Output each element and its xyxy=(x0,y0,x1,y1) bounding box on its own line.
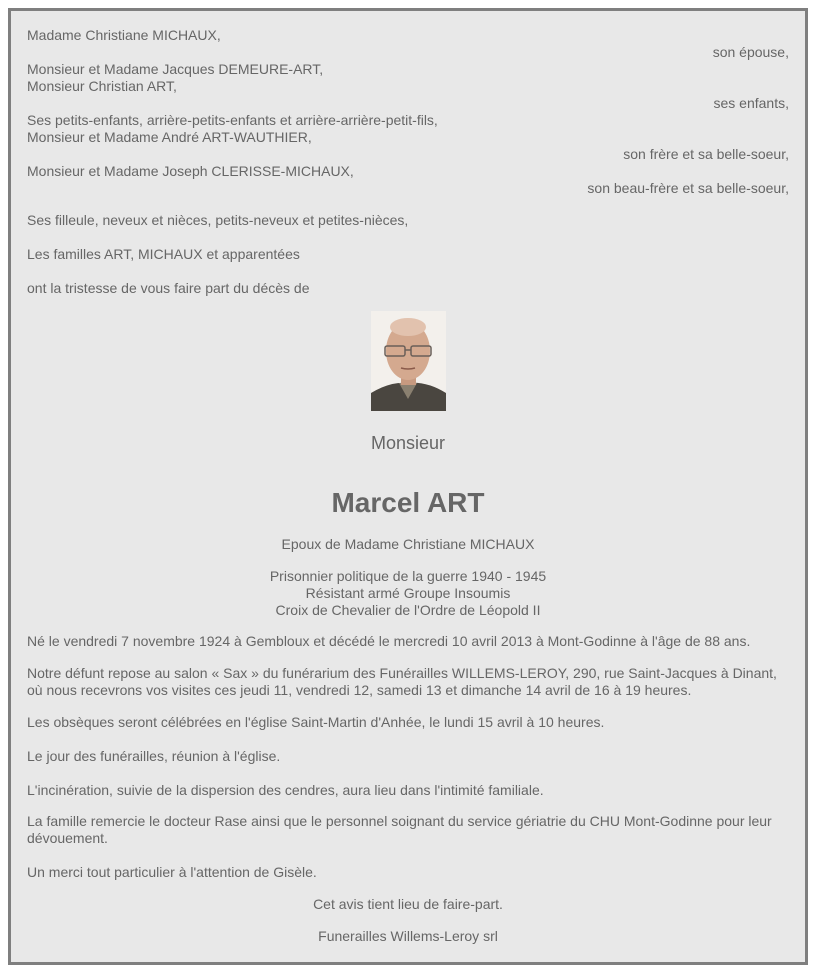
special-thanks: Un merci tout particulier à l'attention de Gisèle. xyxy=(27,864,317,880)
visitation: Notre défunt repose au salon « Sax » du funérarium des Funérailles WILLEMS-LEROY, 290, rue Saint-Jacques à Dinant, où nous recevrons vos visites ces jeudi 11, vendredi 12, samedi 13 et dimanche 14 avril de 16 à 19 heures. xyxy=(27,665,777,698)
brother-in-law-role: son beau-frère et sa belle-soeur, xyxy=(587,180,789,196)
portrait-photo xyxy=(371,311,446,411)
godchildren: Ses filleule, neveux et nièces, petits-neveux et petites-nièces, xyxy=(27,212,409,228)
spouse-role: son épouse, xyxy=(712,44,789,60)
funeral: Les obsèques seront célébrées en l'église Saint-Martin d'Anhée, le lundi 15 avril à 10 heures. xyxy=(27,714,605,730)
child-2: Monsieur Christian ART, xyxy=(27,78,177,94)
brother-in-law: Monsieur et Madame Joseph CLERISSE-MICHAUX, xyxy=(27,163,354,179)
death-notice xyxy=(8,8,808,965)
meeting: Le jour des funérailles, réunion à l'église. xyxy=(27,748,281,764)
thanks: La famille remercie le docteur Rase ainsi que le personnel soignant du service gériatrie du CHU Mont-Godinne pour leur dévouement. xyxy=(27,813,772,846)
families: Les familles ART, MICHAUX et apparentées xyxy=(27,246,300,262)
cremation: L'incinération, suivie de la dispersion des cendres, aura lieu dans l'intimité familiale. xyxy=(27,782,544,798)
deceased-title: Monsieur xyxy=(370,433,446,453)
honor: Croix de Chevalier de l'Ordre de Léopold II xyxy=(275,602,541,618)
announcement: ont la tristesse de vous faire part du décès de xyxy=(27,280,310,296)
honor: Résistant armé Groupe Insoumis xyxy=(305,585,511,601)
brother: Monsieur et Madame André ART-WAUTHIER, xyxy=(27,129,312,145)
spouse-of: Epoux de Madame Christiane MICHAUX xyxy=(281,536,535,552)
brother-role: son frère et sa belle-soeur, xyxy=(623,146,789,162)
birth-death: Né le vendredi 7 novembre 1924 à Gembloux et décédé le mercredi 10 avril 2013 à Mont-Godinne à l'âge de 88 ans. xyxy=(27,633,751,649)
deceased-name: Marcel ART xyxy=(331,487,485,518)
notice: Cet avis tient lieu de faire-part. xyxy=(313,896,503,912)
children-role: ses enfants, xyxy=(713,95,789,111)
undertaker: Funerailles Willems-Leroy srl xyxy=(318,928,498,944)
grandchildren: Ses petits-enfants, arrière-petits-enfants et arrière-arrière-petit-fils, xyxy=(27,112,438,128)
child-1: Monsieur et Madame Jacques DEMEURE-ART, xyxy=(27,61,324,77)
honor: Prisonnier politique de la guerre 1940 - 1945 xyxy=(269,568,547,584)
spouse: Madame Christiane MICHAUX, xyxy=(27,27,221,43)
